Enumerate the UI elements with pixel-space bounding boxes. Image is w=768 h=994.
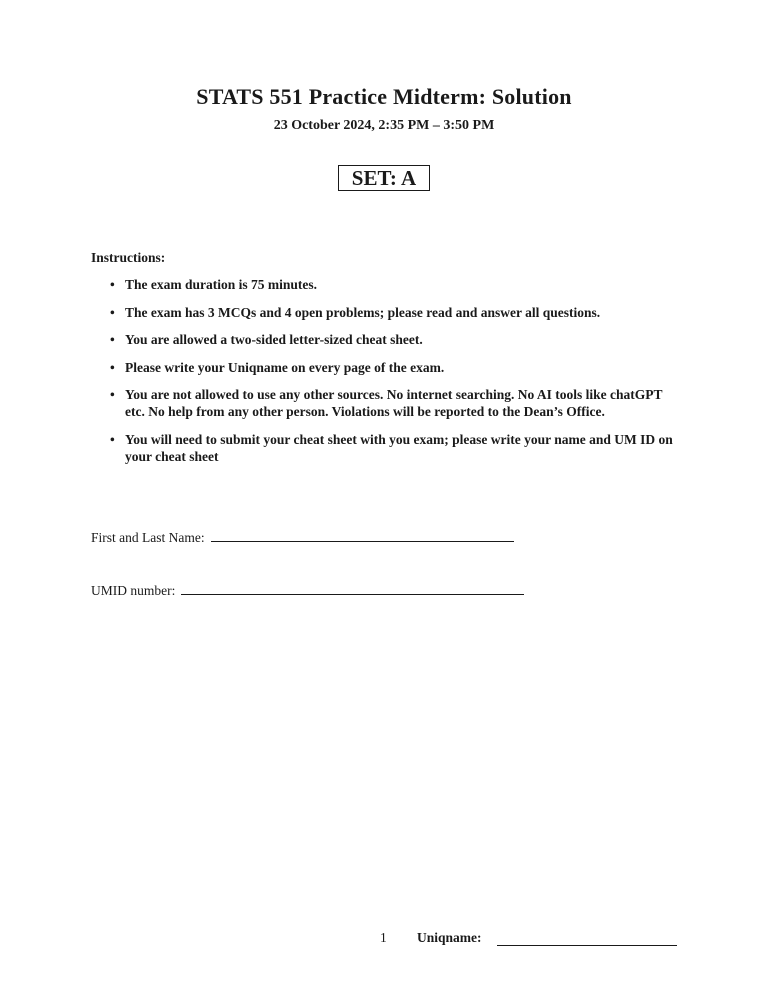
- name-field-label: First and Last Name:: [91, 530, 205, 545]
- umid-field-row: [91, 583, 524, 599]
- instructions-list: [110, 276, 680, 475]
- instruction-item: • The exam duration is 75 minutes.: [110, 277, 318, 292]
- exam-date: 23 October 2024, 2:35 PM – 3:50 PM: [273, 118, 495, 133]
- page-number: 1: [380, 930, 387, 945]
- bullet-icon: •: [110, 431, 115, 447]
- bullet-icon: •: [110, 387, 115, 402]
- name-field-row: [91, 530, 514, 546]
- bullet-icon: •: [110, 277, 115, 292]
- uniqname-label: Uniqname:: [417, 930, 482, 945]
- umid-field-label: UMID number:: [91, 583, 176, 598]
- uniqname-line[interactable]: [497, 945, 677, 946]
- instruction-item: • You are allowed a two-sided letter-sized cheat sheet.: [110, 332, 423, 347]
- instruction-item: • You will need to submit your cheat sheet with you exam; please write your name and UM ID on your cheat sheet: [110, 431, 673, 464]
- name-field-line[interactable]: [211, 540, 514, 542]
- instruction-item: • You are not allowed to use any other sources. No internet searching. No AI tools like chatGPT etc. No help from any other person. Violations will be reported to the Dean’s Office.: [110, 387, 663, 419]
- bullet-icon: •: [110, 332, 115, 347]
- umid-field-line[interactable]: [181, 593, 524, 595]
- instructions-heading: Instructions:: [91, 250, 166, 265]
- instruction-item: • The exam has 3 MCQs and 4 open problems; please read and answer all questions.: [110, 304, 601, 320]
- bullet-icon: •: [110, 304, 115, 320]
- bullet-icon: •: [110, 359, 115, 375]
- instruction-item: • Please write your Uniqname on every page of the exam.: [110, 359, 445, 375]
- set-label-box: SET: A: [338, 165, 430, 191]
- exam-title: STATS 551 Practice Midterm: Solution: [196, 84, 572, 109]
